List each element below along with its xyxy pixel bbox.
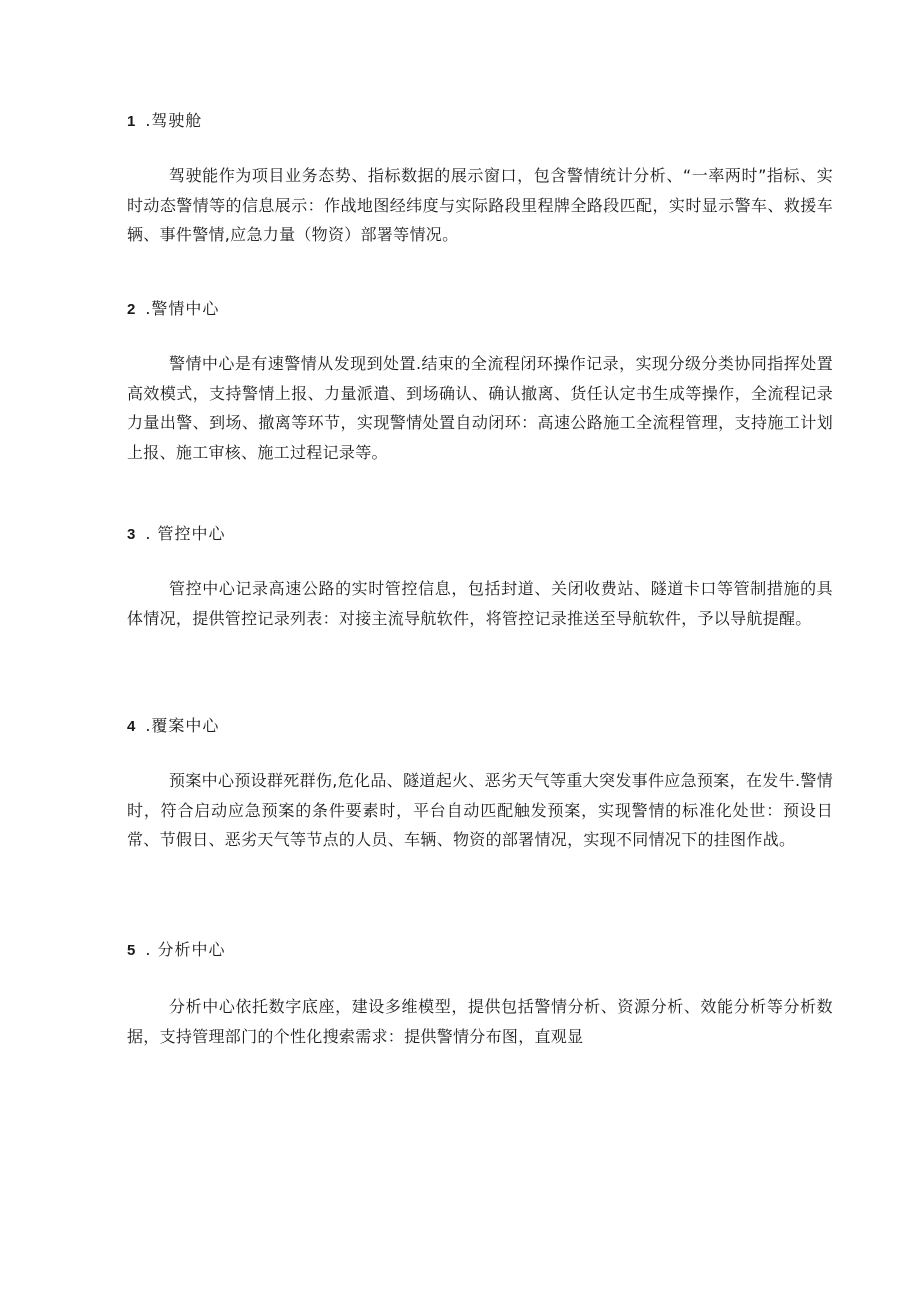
section-number: 5 <box>127 942 136 959</box>
section-title: .覆案中心 <box>145 716 220 735</box>
section-2-paragraph: 警情中心是有速警情从发现到处置.结束的全流程闭环操作记录，实现分级分类协同指挥处置高效模式，支持警情上报、力量派遣、到场确认、确认撤离、货任认定书生成等操作，全流程记录力量出警、到场、撤离等环节，实现警情处置自动闭环：高速公路施工全流程管理，支持施工计划上报、施工审核、施工过程记录等。 <box>127 354 833 462</box>
section-title: .警情中心 <box>145 299 220 318</box>
section-3-paragraph: 管控中心记录高速公路的实时管控信息，包括封道、关闭收费站、隧道卡口等管制措施的具体情况，提供管控记录列表：对接主流导航软件，将管控记录推送至导航软件，予以导航提醒。 <box>127 579 833 628</box>
section-title: . 分析中心 <box>145 940 226 959</box>
section-number: 1 <box>127 113 136 130</box>
section-1-heading <box>127 111 202 132</box>
section-3-heading <box>127 524 226 545</box>
section-title: .驾驶舱 <box>145 111 203 130</box>
section-4-paragraph: 预案中心预设群死群伤,危化品、隧道起火、恶劣天气等重大突发事件应急预案，在发牛.警情时，符合启动应急预案的条件要素时，平台自动匹配触发预案，实现警情的标准化处世：预设日常、节假日、恶劣天气等节点的人员、车辆、物资的部署情况，实现不同情况下的挂图作战。 <box>127 771 833 849</box>
section-title: . 管控中心 <box>145 524 226 543</box>
section-number: 3 <box>127 526 136 543</box>
section-4-heading <box>127 716 219 737</box>
section-5-paragraph: 分析中心依托数字底座，建设多维模型，提供包括警情分析、资源分析、效能分析等分析数据，支持管理部门的个性化搜索需求：提供警情分布图，直观显 <box>127 997 833 1046</box>
section-1-paragraph: 驾驶能作为项目业务态势、指标数据的展示窗口，包含警情统计分析、“一率两时”指标、实时动态警情等的信息展示：作战地图经纬度与实际路段里程牌全路段匹配，实时显示警车、救援车辆、事件警情,应急力量（物资）部署等情况。 <box>127 166 833 244</box>
section-number: 2 <box>127 301 136 318</box>
section-5-heading <box>127 940 226 961</box>
section-number: 4 <box>127 718 136 735</box>
section-2-heading <box>127 299 219 320</box>
